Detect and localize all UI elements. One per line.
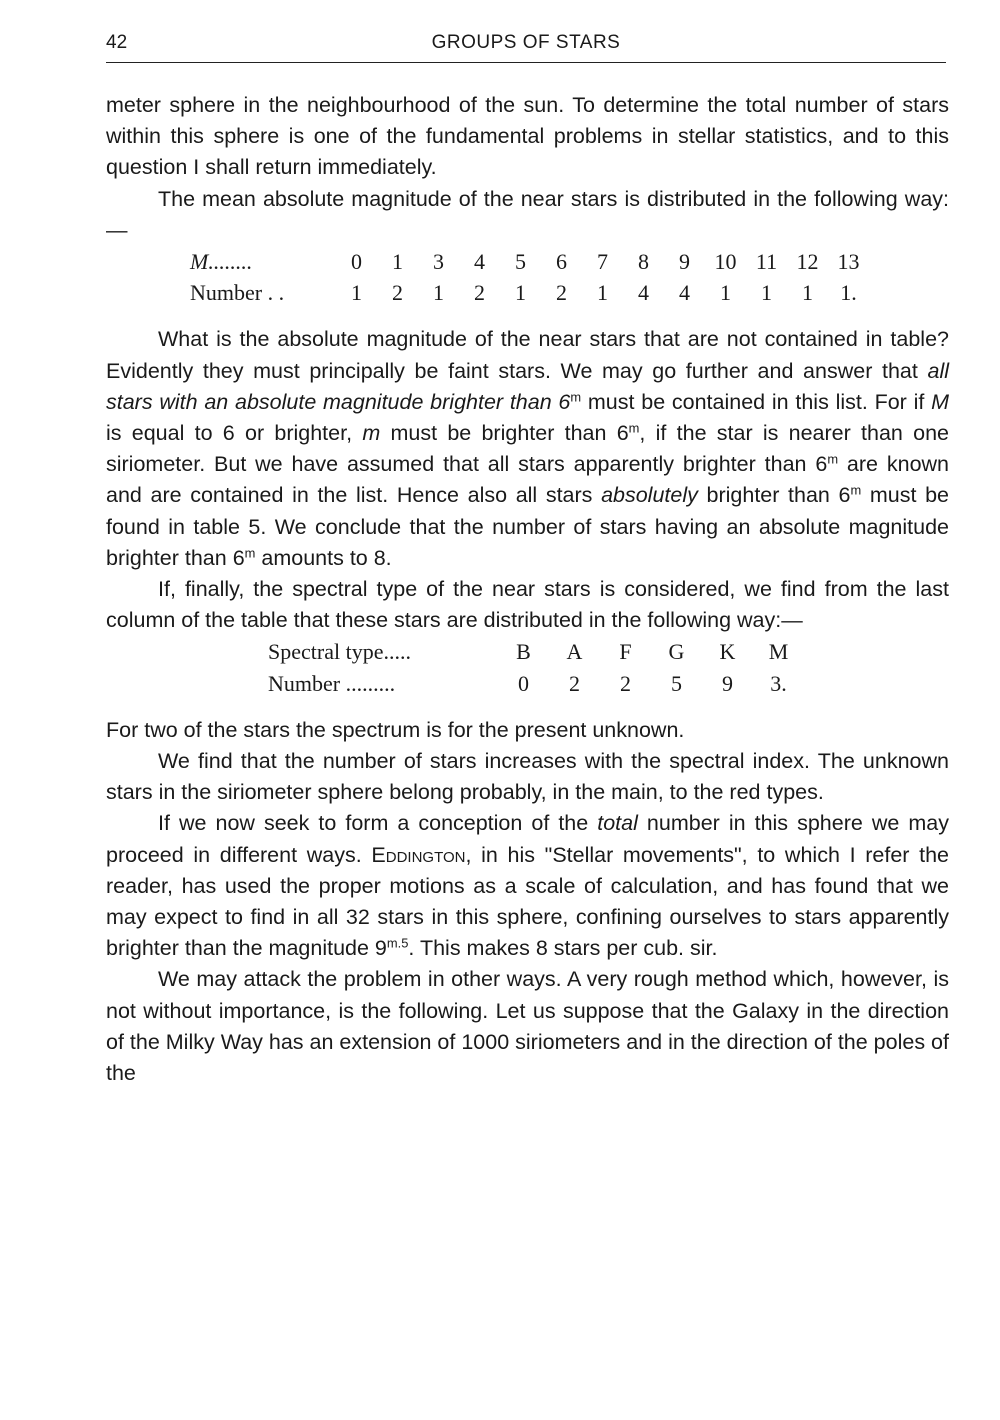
paragraph-8: We may attack the problem in other ways. A very rough method which, however, is not without importance, is the following. Let us suppose that the Galaxy in the direction of the Milky Way has an extension of 1000 siriometers and in the direction of the poles of the (106, 967, 949, 1086)
spectral-table (268, 636, 804, 698)
page-header (106, 32, 946, 62)
number-label: Number . . (190, 280, 285, 306)
paragraph-5: For two of the stars the spectrum is for the present unknown. (106, 717, 685, 742)
paragraph-3: What is the absolute magnitude of the near stars that are not contained in table? Evidently they must principally be faint stars. We may go further and answer that all stars with an absolute magnitude brighter than 6$^m$ must be contained in this list. For if M is equal to 6 or brighter, m must be brighter than 6$^m$, if the star is nearer than one siriometer. But we have assumed that all stars apparently brighter than 6$^m$ are known and are contained in the list. Hence also all stars absolutely brighter than 6$^m$ must be found in table 5. We conclude that the number of stars having an absolute magnitude brighter than 6$^m$ amounts to 8. (106, 327, 950, 570)
paragraph-6: We find that the number of stars increases with the spectral index. The unknown stars in the siriometer sphere belong probably, in the main, to the red types. (106, 749, 949, 805)
spectral-type-row: Spectral type..... B A F G K M (268, 636, 804, 667)
magnitude-table (190, 246, 869, 308)
magnitude-row: M........ 0 1 3 4 5 6 7 8 9 10 11 12 13 (190, 246, 869, 277)
running-title: GROUPS OF STARS (431, 32, 621, 53)
page-body (106, 90, 949, 1089)
paragraph-4: If, finally, the spectral type of the near stars is considered, we find from the last column of the table that these stars are distributed in the following way:— (106, 577, 949, 633)
page-number: 42 (106, 32, 128, 53)
spectral-type-label: Spectral type..... (268, 639, 411, 665)
paragraph-7: If we now seek to form a conception of the total number in this sphere we may proceed in different ways. Eddington, in his "Stellar movements", to which I refer the reader, has used the proper motions as a scale of calculation, and has found that we may expect to find in all 32 stars in this sphere, confining ourselves to stars apparently brighter than the magnitude $9^{m.5}$. This makes 8 stars per cub. sir. (106, 811, 949, 961)
paragraph-2: The mean absolute magnitude of the near stars is distributed in the following way:— (106, 186, 949, 242)
magnitude-count-row: Number . . 1 2 1 2 1 2 1 4 4 1 1 1 1. (190, 277, 869, 308)
spectral-number-label: Number ......... (268, 670, 396, 696)
spectral-count-row: Number ......... 0 2 2 5 9 3. (268, 668, 804, 699)
magnitude-label: M........ (190, 249, 253, 275)
header-rule (106, 62, 946, 63)
paragraph-1: meter sphere in the neighbourhood of the sun. To determine the total number of stars within this sphere is one of the fundamental problems in stellar statistics, and to this question I shall return immediately. (106, 93, 949, 180)
